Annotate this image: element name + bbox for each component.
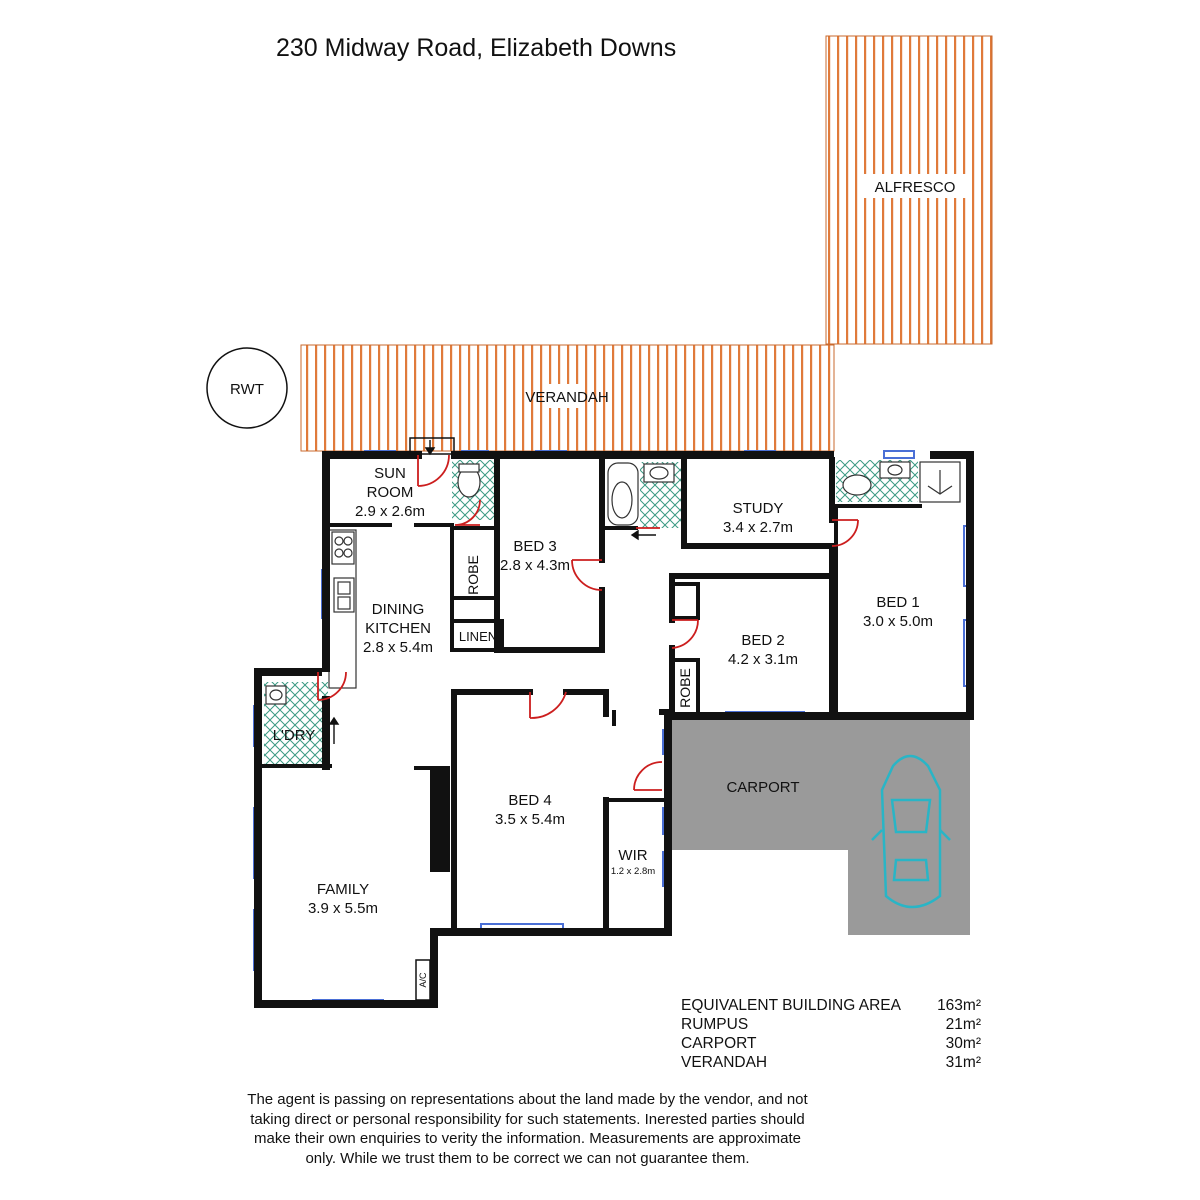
plan-title: 230 Midway Road, Elizabeth Downs: [276, 34, 677, 62]
family-label: FAMILY: [316, 881, 370, 898]
laundry-label: L'DRY: [272, 727, 316, 744]
area-value: 30m²: [945, 1035, 981, 1052]
bed2-label: BED 2: [741, 632, 785, 649]
bed4-dims: 3.5 x 5.4m: [494, 811, 566, 828]
area-label: VERANDAH: [681, 1054, 768, 1071]
chimney-wall: [430, 766, 450, 872]
dining-kitchen-label-1: DINING: [371, 601, 425, 618]
bed2-dims: 4.2 x 3.1m: [727, 651, 799, 668]
study-dims: 3.4 x 2.7m: [722, 519, 794, 536]
study-label: STUDY: [732, 500, 784, 517]
sun-room-dims: 2.9 x 2.6m: [354, 503, 426, 520]
area-row: [681, 996, 981, 1015]
linen-label: LINEN: [458, 629, 498, 644]
bed3-dims: 2.8 x 4.3m: [499, 557, 571, 574]
disclaimer: The agent is passing on representations about the land made by the vendor, and not taking direct or personal responsibility for such statements. Inerested parties should make their own enquiries to verity the information. Measurements are approximate only. While we trust them to be correct we can not guarantee them.: [247, 1091, 808, 1167]
robe-label-bed2: ROBE: [677, 668, 693, 708]
dining-kitchen-dims: 2.8 x 5.4m: [362, 639, 434, 656]
area-value: 163m²: [937, 997, 981, 1014]
area-row: [681, 1015, 981, 1034]
area-label: CARPORT: [681, 1035, 757, 1052]
wir-dims: 1.2 x 2.8m: [610, 866, 656, 877]
area-value: 21m²: [945, 1016, 981, 1033]
alfresco-label: ALFRESCO: [874, 179, 956, 196]
area-row: [681, 1053, 981, 1072]
ac-label: A/C: [418, 972, 428, 988]
dining-kitchen-label-2: KITCHEN: [365, 620, 431, 637]
area-value: 31m²: [945, 1054, 981, 1071]
bed1-dims: 3.0 x 5.0m: [862, 613, 934, 630]
sun-room-label-1: SUN: [374, 465, 406, 482]
area-label: RUMPUS: [681, 1016, 749, 1033]
verandah-label: VERANDAH: [525, 389, 609, 406]
bed4-label: BED 4: [508, 792, 552, 809]
area-schedule: [681, 996, 981, 1072]
carport-slab: [672, 716, 970, 935]
family-dims: 3.9 x 5.5m: [307, 900, 379, 917]
bed1-label: BED 1: [876, 594, 920, 611]
rwt-label: RWT: [230, 381, 264, 398]
robe-label-bed3: ROBE: [465, 555, 481, 595]
bed3-label: BED 3: [513, 538, 557, 555]
area-row: [681, 1034, 981, 1053]
sun-room-label-2: ROOM: [366, 484, 414, 501]
wir-label: WIR: [618, 847, 648, 864]
area-label: EQUIVALENT BUILDING AREA: [681, 997, 901, 1014]
carport-label: CARPORT: [726, 779, 800, 796]
